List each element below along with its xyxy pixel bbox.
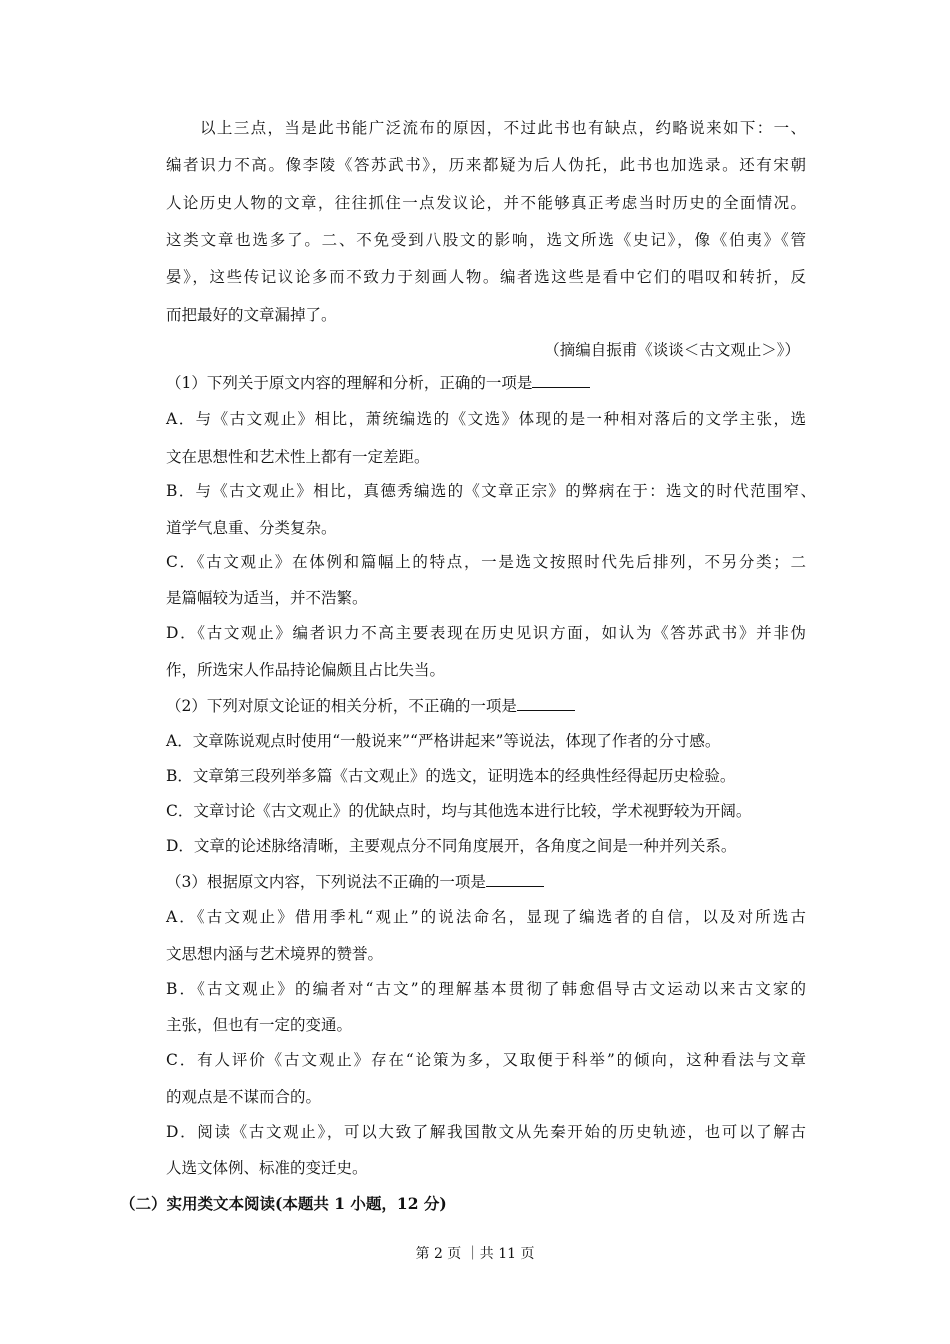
answer-blank xyxy=(532,373,590,388)
question-stem-text: （2）下列对原文论证的相关分析，不正确的一项是 xyxy=(166,697,517,715)
option-b-cont: 主张，但也有一定的变通。 xyxy=(166,1016,353,1034)
option-d-cont: 人选文体例、标准的变迁史。 xyxy=(166,1159,368,1177)
section-heading: （二）实用类文本阅读(本题共 1 小题，12 分) xyxy=(120,1194,447,1213)
option-a: A．文章陈说观点时使用“一般说来”“严格讲起来”等说法，体现了作者的分寸感。 xyxy=(166,732,721,750)
option-b: B．文章第三段列举多篇《古文观止》的选文，证明选本的经典性经得起历史检验。 xyxy=(166,767,736,785)
option-c: C．文章讨论《古文观止》的优缺点时，均与其他选本进行比较，学术视野较为开阔。 xyxy=(166,802,752,820)
passage-line: 人论历史人物的文章，往往抓住一点发议论，并不能够真正考虑当时历史的全面情况。 xyxy=(166,194,806,212)
page-footer: 第 2 页 ｜共 11 页 xyxy=(415,1246,535,1262)
answer-blank xyxy=(486,872,544,887)
passage-line: 晏》，这些传记议论多而不致力于刻画人物。编者选这些是看中它们的唱叹和转折，反 xyxy=(166,268,806,286)
question-stem xyxy=(166,696,806,716)
question-stem-text: （3）根据原文内容，下列说法不正确的一项是 xyxy=(166,873,486,891)
passage-line: 编者识力不高。像李陵《答苏武书》，历来都疑为后人伪托，此书也加选录。还有宋朝 xyxy=(166,156,806,174)
question-stem xyxy=(166,872,806,892)
option-d: D．阅读《古文观止》，可以大致了解我国散文从先秦开始的历史轨迹，也可以了解古 xyxy=(166,1123,806,1141)
option-b: B．《古文观止》的编者对“古文”的理解基本贯彻了韩愈倡导古文运动以来古文家的 xyxy=(166,980,806,998)
option-d: D．《古文观止》编者识力不高主要表现在历史见识方面，如认为《答苏武书》并非伪 xyxy=(166,624,806,642)
option-c-cont: 是篇幅较为适当，并不浩繁。 xyxy=(166,589,368,607)
option-a-cont: 文思想内涵与艺术境界的赞誉。 xyxy=(166,945,384,963)
option-a-cont: 文在思想性和艺术性上都有一定差距。 xyxy=(166,448,430,466)
option-c: C．《古文观止》在体例和篇幅上的特点，一是选文按照时代先后排列，不另分类；二 xyxy=(166,553,806,571)
option-b-cont: 道学气息重、分类复杂。 xyxy=(166,519,337,537)
answer-blank xyxy=(517,696,575,711)
option-c: C．有人评价《古文观止》存在“论策为多，又取便于科举”的倾向，这种看法与文章 xyxy=(166,1051,806,1069)
option-b: B．与《古文观止》相比，真德秀编选的《文章正宗》的弊病在于：选文的时代范围窄、 xyxy=(166,482,816,500)
passage-line: 以上三点，当是此书能广泛流布的原因，不过此书也有缺点，约略说来如下：一、 xyxy=(200,119,806,137)
option-c-cont: 的观点是不谋而合的。 xyxy=(166,1088,322,1106)
option-a: A．《古文观止》借用季札“观止”的说法命名，显现了编选者的自信，以及对所选古 xyxy=(166,908,806,926)
option-a: A．与《古文观止》相比，萧统编选的《文选》体现的是一种相对落后的文学主张，选 xyxy=(166,410,806,428)
option-d-cont: 作，所选宋人作品持论偏颇且占比失当。 xyxy=(166,661,446,679)
option-d: D．文章的论述脉络清晰，主要观点分不同角度展开，各角度之间是一种并列关系。 xyxy=(166,837,737,855)
question-stem xyxy=(166,373,806,393)
passage-line: 这类文章也选多了。二、不免受到八股文的影响，选文所选《史记》，像《伯夷》《管 xyxy=(166,231,806,249)
passage-line: 而把最好的文章漏掉了。 xyxy=(166,306,337,324)
question-stem-text: （1）下列关于原文内容的理解和分析，正确的一项是 xyxy=(166,374,533,392)
passage-source: （摘编自振甫《谈谈＜古文观止＞》） xyxy=(544,341,800,359)
